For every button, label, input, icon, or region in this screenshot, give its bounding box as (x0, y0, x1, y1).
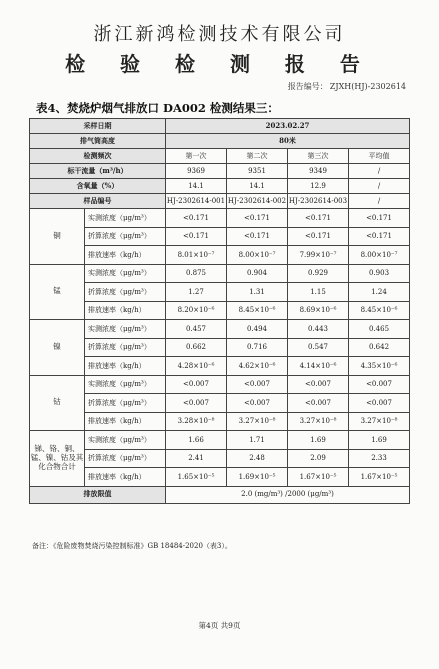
table-row (30, 264, 410, 283)
report-number-value: ZJXH(HJ)-2302614 (329, 82, 406, 91)
table-row (30, 149, 410, 164)
oxygen-value: 12.9 (288, 179, 349, 194)
param-value: 0.642 (349, 338, 410, 357)
param-value: <0.007 (166, 375, 227, 394)
param-value: 0.716 (227, 338, 288, 357)
param-value: <0.171 (349, 227, 410, 246)
sample-id-value: HJ-2302614-002 (227, 194, 288, 209)
param-value: 7.99×10⁻⁷ (288, 246, 349, 265)
limit-value: 2.0 (mg/m³) /2000 (μg/m³) (166, 486, 410, 503)
param-value: 0.443 (288, 320, 349, 339)
param-label: 实测浓度（μg/m³） (85, 264, 166, 283)
param-value: <0.007 (288, 375, 349, 394)
param-value: 8.69×10⁻⁶ (288, 301, 349, 320)
param-value: 1.69 (288, 431, 349, 450)
param-value: <0.007 (166, 394, 227, 413)
param-value: 1.24 (349, 283, 410, 302)
sampling-date-value: 2023.02.27 (166, 119, 410, 134)
param-value: 0.903 (349, 264, 410, 283)
param-value: <0.171 (227, 209, 288, 228)
param-label: 实测浓度（μg/m³） (85, 320, 166, 339)
param-value: 8.45×10⁻⁶ (349, 301, 410, 320)
param-value: 0.904 (227, 264, 288, 283)
table-note: 备注：《危险废物焚烧污染控制标准》GB 18484-2020（表3）。 (32, 542, 232, 550)
param-label: 折算浓度（μg/m³） (85, 449, 166, 468)
sampling-date-label: 采样日期 (30, 119, 166, 134)
stack-height-value: 80米 (166, 134, 410, 149)
table-row (30, 431, 410, 450)
table-row (30, 301, 410, 320)
param-value: 4.14×10⁻⁶ (288, 357, 349, 376)
table-row (30, 320, 410, 339)
param-label: 实测浓度（μg/m³） (85, 209, 166, 228)
param-value: <0.171 (288, 209, 349, 228)
flow-value: 9349 (288, 164, 349, 179)
param-label: 折算浓度（μg/m³） (85, 338, 166, 357)
frequency-col: 第一次 (166, 149, 227, 164)
results-table-body (30, 119, 410, 504)
param-label: 折算浓度（μg/m³） (85, 283, 166, 302)
param-value: 1.15 (288, 283, 349, 302)
element-name: 锰 (30, 264, 85, 320)
param-label: 排放速率（kg/h） (85, 468, 166, 487)
element-name: 铜 (30, 209, 85, 265)
param-value: <0.171 (166, 227, 227, 246)
param-value: <0.007 (227, 394, 288, 413)
param-value: 4.28×10⁻⁶ (166, 357, 227, 376)
table-row (30, 194, 410, 209)
param-value: 1.27 (166, 283, 227, 302)
table-caption: 表4、焚烧炉烟气排放口 DA002 检测结果三： (36, 101, 279, 115)
param-value: 0.929 (288, 264, 349, 283)
element-name: 锑、铬、铜、锰、镍、钴及其化合物合计 (30, 431, 85, 487)
param-value: 8.20×10⁻⁶ (166, 301, 227, 320)
param-label: 折算浓度（μg/m³） (85, 227, 166, 246)
param-value: 4.35×10⁻⁶ (349, 357, 410, 376)
param-label: 实测浓度（μg/m³） (85, 431, 166, 450)
param-value: <0.007 (288, 394, 349, 413)
frequency-col: 第三次 (288, 149, 349, 164)
param-value: 1.67×10⁻⁵ (288, 468, 349, 487)
table-row (30, 412, 410, 431)
limit-label: 排放限值 (30, 486, 166, 503)
table-row (30, 468, 410, 487)
param-value: 2.33 (349, 449, 410, 468)
param-value: 0.662 (166, 338, 227, 357)
param-value: 0.875 (166, 264, 227, 283)
table-row (30, 375, 410, 394)
table-row (30, 134, 410, 149)
report-number (286, 81, 406, 92)
param-label: 排放速率（kg/h） (85, 246, 166, 265)
sample-id-value: HJ-2302614-001 (166, 194, 227, 209)
param-value: 1.65×10⁻⁵ (166, 468, 227, 487)
table-row (30, 338, 410, 357)
param-value: 1.67×10⁻⁵ (349, 468, 410, 487)
param-value: <0.007 (227, 375, 288, 394)
frequency-col: 第二次 (227, 149, 288, 164)
element-name: 镍 (30, 320, 85, 376)
table-row (30, 164, 410, 179)
param-value: 3.27×10⁻⁸ (288, 412, 349, 431)
table-row (30, 119, 410, 134)
company-name: 浙江新鸿检测技术有限公司 (93, 24, 346, 45)
report-number-label: 报告编号： (287, 82, 328, 91)
param-value: 2.41 (166, 449, 227, 468)
param-value: 0.547 (288, 338, 349, 357)
stack-height-label: 排气筒高度 (30, 134, 166, 149)
param-value: 3.28×10⁻⁸ (166, 412, 227, 431)
element-name: 钴 (30, 375, 85, 431)
param-value: <0.171 (349, 209, 410, 228)
flow-value: / (349, 164, 410, 179)
table-row (30, 227, 410, 246)
frequency-label: 检测频次 (30, 149, 166, 164)
param-value: <0.007 (349, 375, 410, 394)
param-value: 3.27×10⁻⁸ (349, 412, 410, 431)
param-value: 1.31 (227, 283, 288, 302)
param-value: 1.69×10⁻⁵ (227, 468, 288, 487)
table-row (30, 449, 410, 468)
param-value: 4.62×10⁻⁶ (227, 357, 288, 376)
table-row (30, 209, 410, 228)
param-value: 8.45×10⁻⁶ (227, 301, 288, 320)
param-label: 排放速率（kg/h） (85, 357, 166, 376)
param-value: 2.09 (288, 449, 349, 468)
param-value: 2.48 (227, 449, 288, 468)
param-value: <0.171 (166, 209, 227, 228)
param-value: 8.00×10⁻⁷ (227, 246, 288, 265)
oxygen-value: 14.1 (166, 179, 227, 194)
param-value: 0.494 (227, 320, 288, 339)
param-value: 0.457 (166, 320, 227, 339)
table-row (30, 486, 410, 503)
sample-id-label: 样品编号 (30, 194, 166, 209)
oxygen-value: / (349, 179, 410, 194)
param-value: <0.007 (349, 394, 410, 413)
param-label: 排放速率（kg/h） (85, 301, 166, 320)
flow-label: 标干流量（m³/h） (30, 164, 166, 179)
flow-value: 9369 (166, 164, 227, 179)
flow-value: 9351 (227, 164, 288, 179)
table-row (30, 246, 410, 265)
param-label: 实测浓度（μg/m³） (85, 375, 166, 394)
page-number: 第4页 共9页 (198, 621, 241, 630)
frequency-col: 平均值 (349, 149, 410, 164)
param-value: 1.71 (227, 431, 288, 450)
table-row (30, 283, 410, 302)
param-value: 8.00×10⁻⁷ (349, 246, 410, 265)
param-value: 8.01×10⁻⁷ (166, 246, 227, 265)
param-label: 折算浓度（μg/m³） (85, 394, 166, 413)
table-row (30, 357, 410, 376)
table-row (30, 179, 410, 194)
sample-id-value: HJ-2302614-003 (288, 194, 349, 209)
param-label: 排放速率（kg/h） (85, 412, 166, 431)
param-value: 1.66 (166, 431, 227, 450)
param-value: <0.171 (227, 227, 288, 246)
param-value: 0.465 (349, 320, 410, 339)
sample-id-value: / (349, 194, 410, 209)
oxygen-label: 含氧量（%） (30, 179, 166, 194)
param-value: <0.171 (288, 227, 349, 246)
param-value: 3.27×10⁻⁸ (227, 412, 288, 431)
results-table (29, 118, 410, 504)
report-title: 检 验 检 测 报 告 (65, 52, 374, 76)
table-row (30, 394, 410, 413)
param-value: 1.69 (349, 431, 410, 450)
oxygen-value: 14.1 (227, 179, 288, 194)
